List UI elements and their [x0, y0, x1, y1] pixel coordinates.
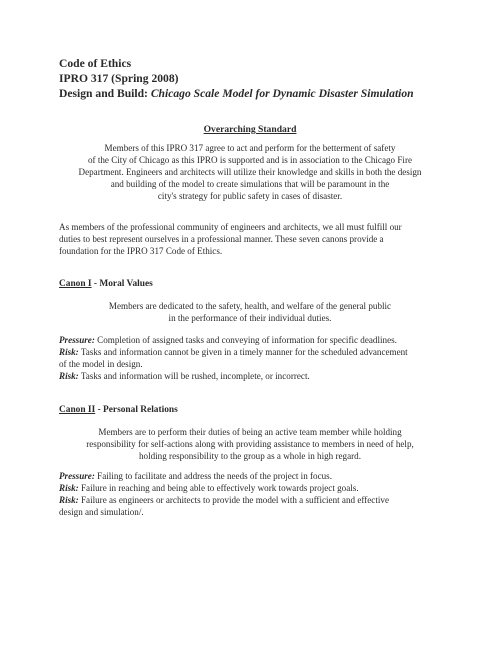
- overarching-paragraph: [0, 143, 500, 203]
- canon-1-statement: [0, 301, 500, 325]
- risk-text: Failure as engineers or architects to provide the model with a sufficient and effective: [78, 494, 389, 505]
- canon-2-heading: [59, 405, 178, 415]
- canon-1-risk: [59, 371, 408, 383]
- risk-label: Risk:: [59, 346, 79, 357]
- risk-label: Risk:: [59, 370, 79, 381]
- risk-text: Failure in reaching and being able to effectively work towards project goals.: [78, 482, 359, 493]
- header-project-prefix: Design and Build:: [59, 87, 151, 100]
- overarching-line: city's strategy for public safety in cases of disaster.: [157, 190, 343, 201]
- canon-2-risk: [59, 495, 389, 507]
- header-project-title: Chicago Scale Model for Dynamic Disaster Simulation: [150, 87, 414, 100]
- risk-label: Risk:: [59, 482, 79, 493]
- canon-2-statement: [0, 427, 500, 463]
- intro-line: duties to best represent ourselves in a professional manner. These seven canons provide a: [59, 233, 384, 244]
- canon-1-pressure: [59, 335, 408, 347]
- canon-1-heading: [59, 279, 153, 289]
- canon-2-label: Canon II: [59, 405, 96, 415]
- canon-2-items: [59, 471, 389, 519]
- canon-1-risk: [59, 347, 408, 359]
- risk-text: design and simulation/.: [59, 506, 144, 517]
- overarching-line: Members of this IPRO 317 agree to act and perform for the betterment of safety: [104, 143, 396, 153]
- risk-text: Tasks and information cannot be given in a timely manner for the scheduled advancement: [78, 346, 408, 357]
- pressure-text: Failing to facilitate and address the needs of the project in focus.: [94, 471, 332, 481]
- risk-text: Tasks and information will be rushed, incomplete, or incorrect.: [78, 370, 310, 381]
- canon-2-statement-line: responsibility for self-actions along with providing assistance to members in need of help,: [86, 438, 414, 449]
- overarching-line: and building of the model to create simulations that will be paramount in the: [110, 178, 390, 189]
- canon-2-title: - Personal Relations: [95, 405, 178, 415]
- document-header: [59, 56, 479, 101]
- overarching-title: Overarching Standard: [203, 124, 297, 135]
- canon-2-pressure: [59, 471, 389, 483]
- header-title: Code of Ethics: [59, 57, 132, 70]
- pressure-label: Pressure:: [59, 335, 95, 345]
- header-project: [59, 86, 479, 101]
- risk-label: Risk:: [59, 494, 79, 505]
- overarching-line: of the City of Chicago as this IPRO is supported and is in association to the Chicago Fire: [87, 154, 413, 165]
- intro-paragraph: [59, 222, 402, 258]
- canon-1-items: [59, 335, 408, 383]
- canon-1-statement-line: in the performance of their individual duties.: [168, 312, 332, 323]
- canon-1-risk-continued: [59, 359, 408, 371]
- canon-2-risk: [59, 483, 389, 495]
- intro-line: foundation for the IPRO 317 Code of Ethics.: [59, 245, 223, 256]
- header-course: IPRO 317 (Spring 2008): [59, 72, 179, 85]
- overarching-line: Department. Engineers and architects will utilize their knowledge and skills in both the design: [78, 166, 422, 177]
- canon-2-risk-continued: [59, 507, 389, 519]
- canon-1-title: - Moral Values: [91, 279, 153, 289]
- canon-2-statement-line: holding responsibility to the group as a whole in high regard.: [138, 450, 361, 461]
- risk-text: of the model in design.: [59, 358, 143, 369]
- canon-1-statement-line: Members are dedicated to the safety, health, and welfare of the general public: [108, 301, 392, 311]
- intro-line: As members of the professional community of engineers and architects, we all must fulfill our: [59, 222, 402, 232]
- pressure-text: Completion of assigned tasks and conveying of information for specific deadlines.: [94, 335, 397, 345]
- pressure-label: Pressure:: [59, 471, 95, 481]
- canon-2-statement-line: Members are to perform their duties of being an active team member while holding: [98, 427, 402, 437]
- canon-1-label: Canon I: [59, 279, 92, 289]
